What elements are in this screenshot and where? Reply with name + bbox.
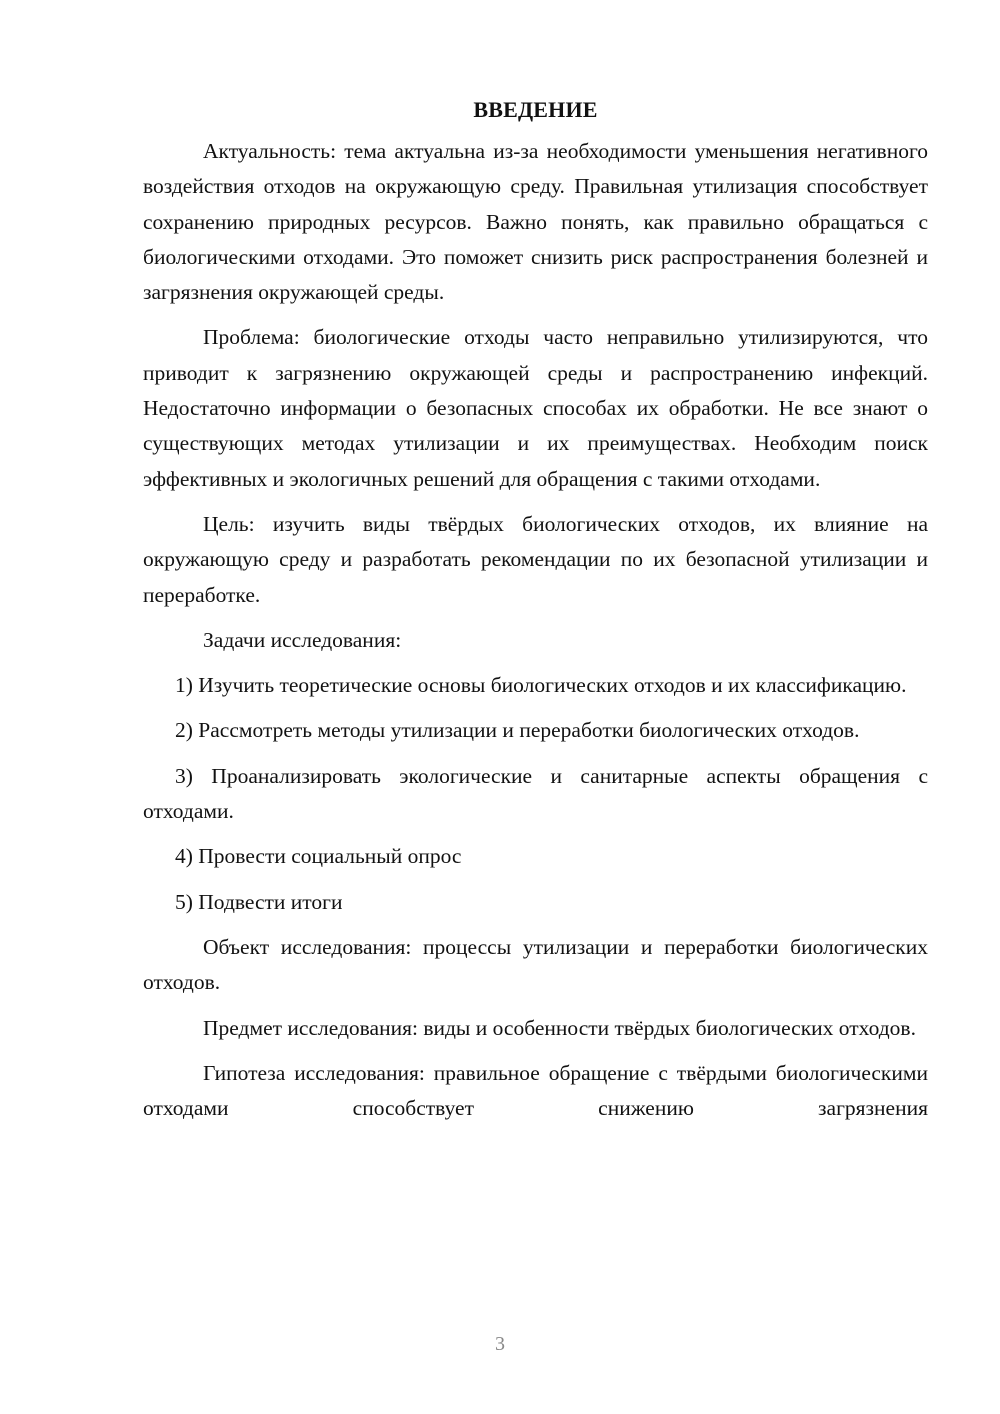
document-page xyxy=(143,92,928,1136)
task-item-4: 4) Провести социальный опрос xyxy=(175,844,462,869)
paragraph-tasks-heading: Задачи исследования: xyxy=(203,627,402,652)
task-item-3: 3) Проанализировать экологические и санитарные аспекты обращения с отходами. xyxy=(143,763,928,824)
paragraph-hypothesis: Гипотеза исследования: правильное обращение с твёрдыми биологическими отходами способствует снижению загрязнения xyxy=(143,1060,928,1121)
task-item-2: 2) Рассмотреть методы утилизации и переработки биологических отходов. xyxy=(175,718,860,743)
paragraph-object: Объект исследования: процессы утилизации и переработки биологических отходов. xyxy=(143,934,928,995)
paragraph-relevance: Актуальность: тема актуальна из-за необходимости уменьшения негативного воздействия отходов на окружающую среду. Правильная утилизация способствует сохранению природных ресурсов. Важно понять, как правильно обращаться с биологическими отходами. Это поможет снизить риск распространения болезней и загрязнения окружающей среды. xyxy=(143,139,928,305)
paragraph-goal: Цель: изучить виды твёрдых биологических отходов, их влияние на окружающую среду и разработать рекомендации по их безопасной утилизации и переработке. xyxy=(143,511,928,607)
task-item-1: 1) Изучить теоретические основы биологических отходов и их классификацию. xyxy=(175,673,907,698)
task-item-5: 5) Подвести итоги xyxy=(175,889,343,914)
page-title: ВВЕДЕНИЕ xyxy=(473,97,598,122)
paragraph-problem: Проблема: биологические отходы часто неправильно утилизируются, что приводит к загрязнению окружающей среды и распространению инфекций. Недостаточно информации о безопасных способах их обработки. Не все знают о существующих методах утилизации и их преимуществах. Необходим поиск эффективных и экологичных решений для обращения с такими отходами. xyxy=(143,325,928,491)
page-number: 3 xyxy=(495,1333,505,1355)
paragraph-subject: Предмет исследования: виды и особенности твёрдых биологических отходов. xyxy=(203,1015,916,1040)
